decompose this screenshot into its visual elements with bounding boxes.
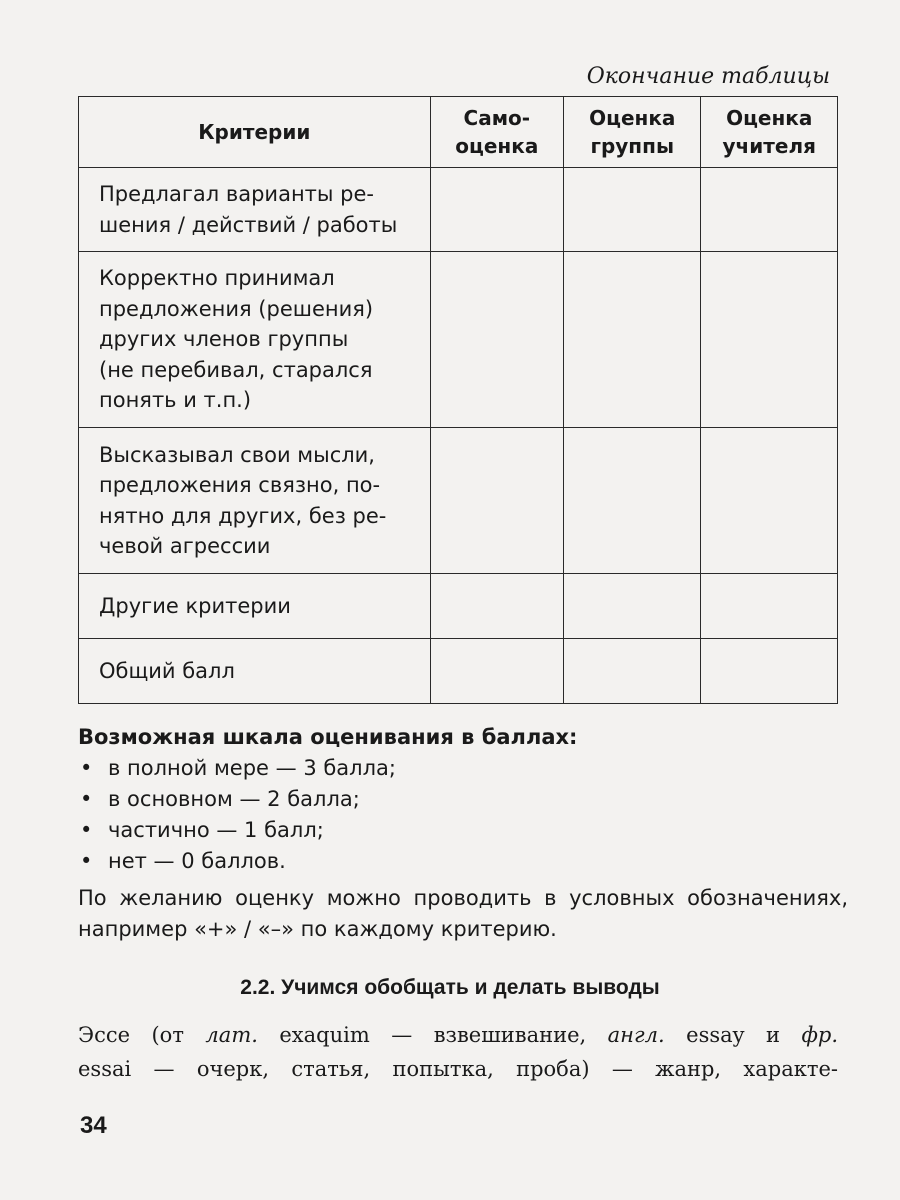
list-item — [78, 815, 848, 846]
group-score-cell — [564, 574, 701, 639]
table-row — [79, 574, 838, 639]
column-header-teacher-assessment-text: Оценка учителя — [722, 106, 816, 158]
column-header-teacher-assessment — [701, 97, 838, 168]
group-score-cell — [564, 168, 701, 252]
essay-paragraph — [78, 1018, 838, 1086]
criterion-cell: Другие критерии — [79, 574, 431, 639]
column-header-group-assessment-text: Оценка группы — [589, 106, 676, 158]
list-item — [78, 784, 848, 815]
criterion-cell: Предлагал варианты ре- шения / действий / работы — [79, 168, 431, 252]
essay-text: essay и — [664, 1023, 802, 1047]
table-row — [79, 428, 838, 574]
list-item-text: частично — 1 балл; — [108, 818, 324, 842]
self-score-cell — [430, 252, 564, 428]
table-continuation-label: Окончание таблицы — [586, 64, 830, 89]
grading-scale-list — [78, 753, 848, 877]
grading-note: По желанию оценку можно проводить в условных обозначениях, например «+» / «–» по каждому критерию. — [78, 886, 848, 941]
bullet-icon: • — [80, 756, 93, 780]
essay-abbrev-english: англ. — [607, 1023, 665, 1047]
evaluation-table — [78, 96, 838, 704]
table-row — [79, 252, 838, 428]
essay-text: exaquim — взвешивание, — [257, 1023, 608, 1047]
list-item-text: в основном — 2 балла; — [108, 787, 360, 811]
teacher-score-cell — [701, 252, 838, 428]
list-item-text: нет — 0 баллов. — [108, 849, 286, 873]
criterion-cell: Высказывал свои мысли, предложения связно, по- нятно для других, без ре- чевой агрессии — [79, 428, 431, 574]
table-row — [79, 168, 838, 252]
column-header-self-assessment — [430, 97, 564, 168]
self-score-cell — [430, 168, 564, 252]
self-score-cell — [430, 428, 564, 574]
page-number: 34 — [80, 1112, 107, 1139]
bullet-icon: • — [80, 818, 93, 842]
column-header-group-assessment — [564, 97, 701, 168]
essay-text-line2: essai — очерк, статья, попытка, проба) — жанр, характе- — [78, 1057, 838, 1081]
grading-scale-title: Возможная шкала оценивания в баллах: — [78, 725, 578, 749]
group-score-cell — [564, 252, 701, 428]
table-row — [79, 639, 838, 704]
teacher-score-cell — [701, 428, 838, 574]
criterion-cell: Корректно принимал предложения (решения) других членов группы (не перебивал, старался понять и т.п.) — [79, 252, 431, 428]
criterion-cell: Общий балл — [79, 639, 431, 704]
column-header-criteria: Критерии — [79, 97, 431, 168]
list-item — [78, 753, 848, 784]
teacher-score-cell — [701, 639, 838, 704]
essay-abbrev-latin: лат. — [205, 1023, 258, 1047]
column-header-self-assessment-text: Само- оценка — [455, 106, 539, 158]
teacher-score-cell — [701, 168, 838, 252]
bullet-icon: • — [80, 849, 93, 873]
group-score-cell — [564, 428, 701, 574]
essay-abbrev-french: фр. — [801, 1023, 839, 1047]
self-score-cell — [430, 639, 564, 704]
teacher-score-cell — [701, 574, 838, 639]
self-score-cell — [430, 574, 564, 639]
list-item-text: в полной мере — 3 балла; — [108, 756, 396, 780]
table-header-row — [79, 97, 838, 168]
section-heading: 2.2. Учимся обобщать и делать выводы — [240, 976, 660, 999]
grading-scale — [78, 722, 848, 945]
essay-text: Эссе (от — [78, 1023, 206, 1047]
bullet-icon: • — [80, 787, 93, 811]
list-item — [78, 846, 848, 877]
group-score-cell — [564, 639, 701, 704]
